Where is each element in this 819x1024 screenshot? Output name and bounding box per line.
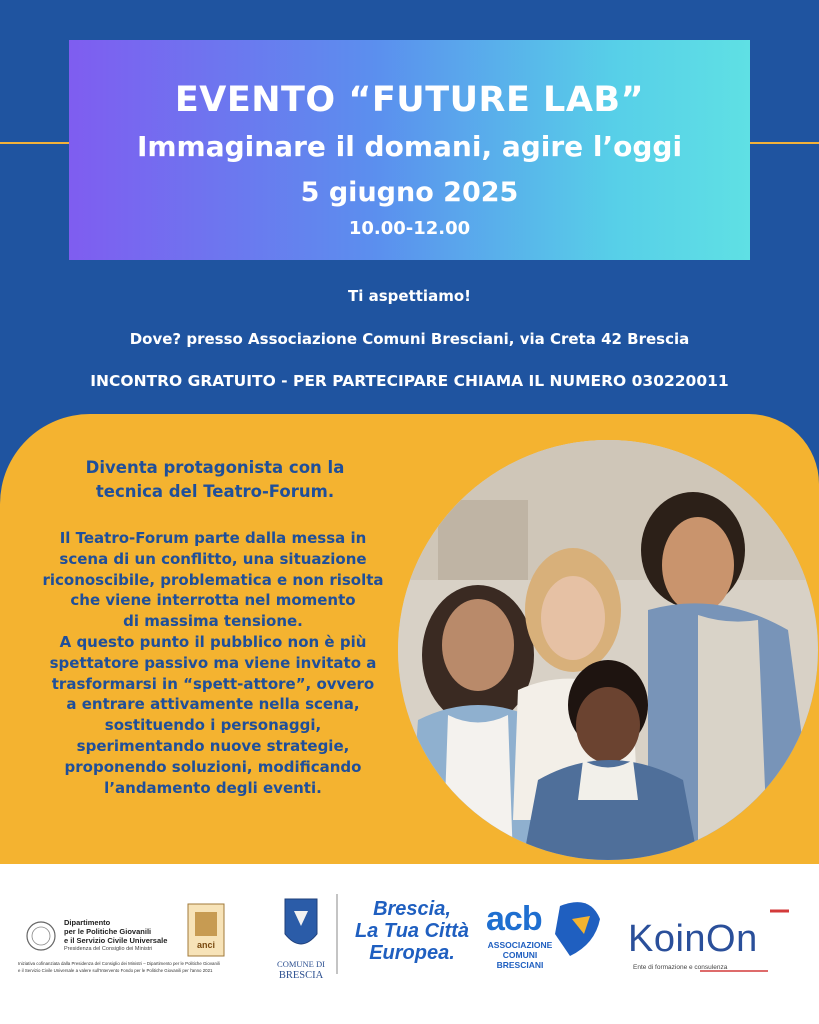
gov-subtitle: Presidenza del Consiglio dei Ministri bbox=[64, 946, 153, 952]
event-date: 5 giugno 2025 bbox=[300, 177, 519, 208]
body-line: sperimentando nuove strategie, bbox=[76, 736, 350, 755]
event-subtitle: Immaginare il domani, agire l’oggi bbox=[136, 130, 683, 163]
gov-note-line: Iniziativa cofinanziata dalla Presidenza del Consiglio dei Ministri – Dipartimento per le Politiche Giovanili bbox=[18, 961, 220, 966]
body-line: che viene interrotta nel momento bbox=[70, 591, 356, 610]
acb-line: ASSOCIAZIONE bbox=[487, 940, 553, 950]
registration-text: INCONTRO GRATUITO - PER PARTECIPARE CHIAMA IL NUMERO 030220011 bbox=[90, 372, 729, 390]
gold-divider-left bbox=[0, 142, 70, 144]
acb-logo-text bbox=[484, 940, 556, 970]
brescia-line: Brescia, bbox=[373, 898, 451, 920]
welcome-text: Ti aspettiamo! bbox=[348, 287, 471, 305]
body-line: scena di un conflitto, una situazione bbox=[59, 549, 367, 568]
event-time: 10.00-12.00 bbox=[348, 218, 471, 239]
body-line: sostituendo i personaggi, bbox=[104, 716, 322, 735]
event-title: EVENTO “FUTURE LAB” bbox=[174, 80, 645, 120]
body-line: l’andamento degli eventi. bbox=[104, 778, 322, 797]
gov-line: Dipartimento bbox=[64, 918, 111, 927]
comune-brescia-logo bbox=[270, 959, 332, 981]
body-line: spettatore passivo ma viene invitato a bbox=[49, 653, 377, 672]
gov-note bbox=[18, 961, 268, 974]
gov-logo-text bbox=[64, 918, 167, 945]
footer-logos bbox=[0, 864, 819, 1024]
brescia-europea-logo bbox=[352, 898, 472, 964]
content-body bbox=[28, 528, 398, 798]
brescia-line: La Tua Città bbox=[354, 920, 470, 942]
acb-logo: acb bbox=[486, 900, 542, 938]
anci-logo: anci bbox=[196, 940, 215, 950]
gov-line: e il Servizio Civile Universale bbox=[64, 936, 168, 945]
content-heading bbox=[50, 456, 380, 504]
acb-line: COMUNI bbox=[502, 950, 538, 960]
heading-line: tecnica del Teatro-Forum. bbox=[95, 482, 335, 501]
gov-note-line: e il Servizio Civile Universale a valere sull'Intervento Fondo per le Politiche Giovanili per l'anno 2021 bbox=[18, 967, 213, 973]
photo-illustration bbox=[398, 440, 818, 860]
body-line: di massima tensione. bbox=[123, 612, 303, 631]
gov-line: per le Politiche Giovanili bbox=[64, 927, 152, 936]
body-line: riconoscibile, problematica e non risolta bbox=[42, 570, 384, 589]
body-line: a entrare attivamente nella scena, bbox=[66, 695, 360, 714]
body-line: Il Teatro-Forum parte dalla messa in bbox=[59, 529, 367, 547]
comune-line: BRESCIA bbox=[278, 970, 324, 981]
title-banner bbox=[69, 40, 750, 260]
gold-divider-right bbox=[750, 142, 819, 144]
group-photo bbox=[398, 440, 818, 860]
koinon-logo: KoinOn bbox=[628, 918, 758, 960]
heading-line: Diventa protagonista con la bbox=[85, 458, 345, 477]
brescia-line: Europea. bbox=[369, 942, 455, 964]
comune-line: COMUNE DI bbox=[277, 959, 325, 969]
acb-line: BRESCIANI bbox=[496, 960, 544, 970]
body-line: proponendo soluzioni, modificando bbox=[64, 757, 362, 776]
body-line: trasformarsi in “spett-attore”, ovvero bbox=[51, 674, 375, 693]
body-line: A questo punto il pubblico non è più bbox=[59, 632, 367, 651]
koinon-subtitle: Ente di formazione e consulenza bbox=[633, 964, 728, 971]
location-text: Dove? presso Associazione Comuni Bresciani, via Creta 42 Brescia bbox=[129, 330, 690, 348]
